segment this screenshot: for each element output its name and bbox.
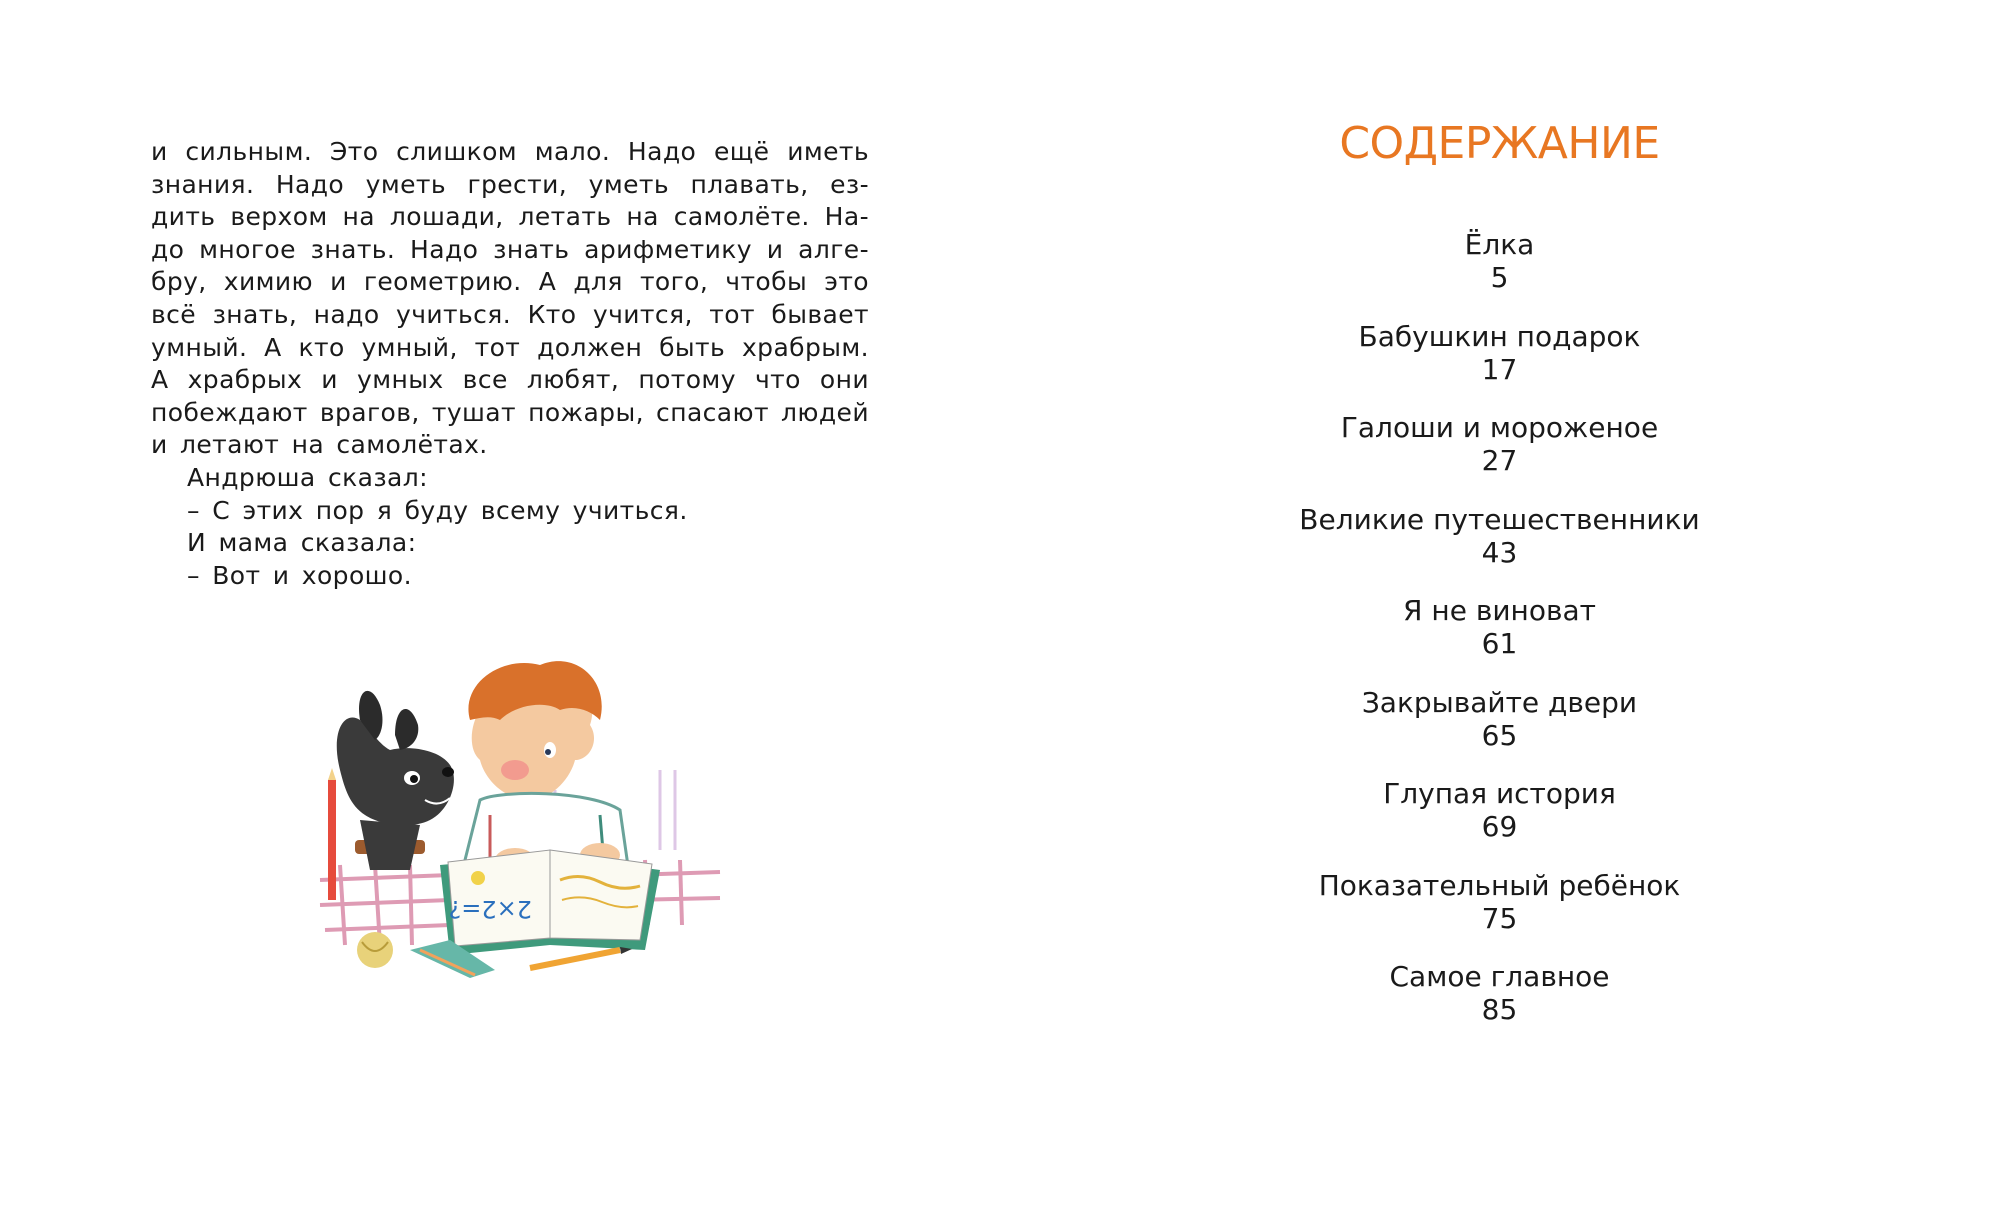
notebook [440,850,660,955]
story-line: А храбрых и умных все любят, потому что они [151,365,869,395]
story-line: и сильным. Это слишком мало. Надо ещё иметь [151,137,869,166]
story-line: умный. А кто умный, тот должен быть храбрым. [151,332,869,362]
toc-entry-page: 17 [1481,352,1518,386]
toc-entry[interactable] [1000,411,1999,503]
toc-entry-title: Великие путешественники [1299,502,1700,536]
toc-entry-title: Бабушкин подарок [1358,319,1641,353]
story-line: дить верхом на лошади, летать на самолёте. На- [151,202,869,232]
toc-entry-title: Ёлка [1464,228,1535,261]
toc-entry-page: 75 [1481,901,1518,935]
dialogue-line: – С этих пор я буду всему учиться. [187,495,688,525]
toc-entry-title: Закрывайте двери [1361,685,1638,719]
toc-entry[interactable] [1000,869,1999,961]
toc-entry-page: 5 [1490,261,1509,294]
story-line: всё знать, надо учиться. Кто учится, тот бывает [151,299,869,329]
toc-entry-page: 85 [1481,993,1518,1026]
dog-figure [328,691,454,900]
story-line: и летают на самолётах. [151,430,488,460]
toc-entry[interactable] [1000,686,1999,778]
toc-entry-title: Я не виноват [1403,594,1596,627]
toc-entry[interactable] [1000,320,1999,412]
toc-entry-title: Галоши и мороженое [1340,411,1659,444]
toc-title: СОДЕРЖАНИЕ [1339,118,1660,169]
illustration-equation: 2×2=? [448,895,532,923]
story-line: до многое знать. Надо знать арифметику и алге- [151,234,869,264]
dialogue-line: И мама сказала: [187,528,417,558]
story-line: знания. Надо уметь грести, уметь плавать, ез- [151,169,869,199]
dialogue-line: Андрюша сказал: [187,462,428,492]
toc-entry-page: 69 [1481,810,1518,843]
dialogue-line: – Вот и хорошо. [187,560,412,590]
toc-entry[interactable] [1000,503,1999,595]
toc-entry-page: 65 [1481,718,1518,752]
toc-entry-title: Самое главное [1389,960,1610,993]
boy-figure [460,661,630,880]
toc-entry[interactable] [1000,960,1999,1052]
toc-entry-page: 27 [1481,444,1518,477]
toc-entry-title: Показательный ребёнок [1318,868,1681,902]
right-page [1000,0,1999,1205]
toc-entry-page: 43 [1481,535,1518,569]
toc-entry-page: 61 [1481,627,1518,660]
toc-entry[interactable] [1000,228,1999,320]
toc-entry[interactable] [1000,777,1999,869]
boy-and-dog-illustration [300,650,740,980]
table-of-contents [1000,228,1999,1052]
story-line: побеждают врагов, тушат пожары, спасают людей [151,397,869,427]
story-text [151,136,869,592]
toc-entry[interactable] [1000,594,1999,686]
toc-entry-title: Глупая история [1383,777,1616,810]
story-line: бру, химию и геометрию. А для того, чтобы это [151,267,869,297]
